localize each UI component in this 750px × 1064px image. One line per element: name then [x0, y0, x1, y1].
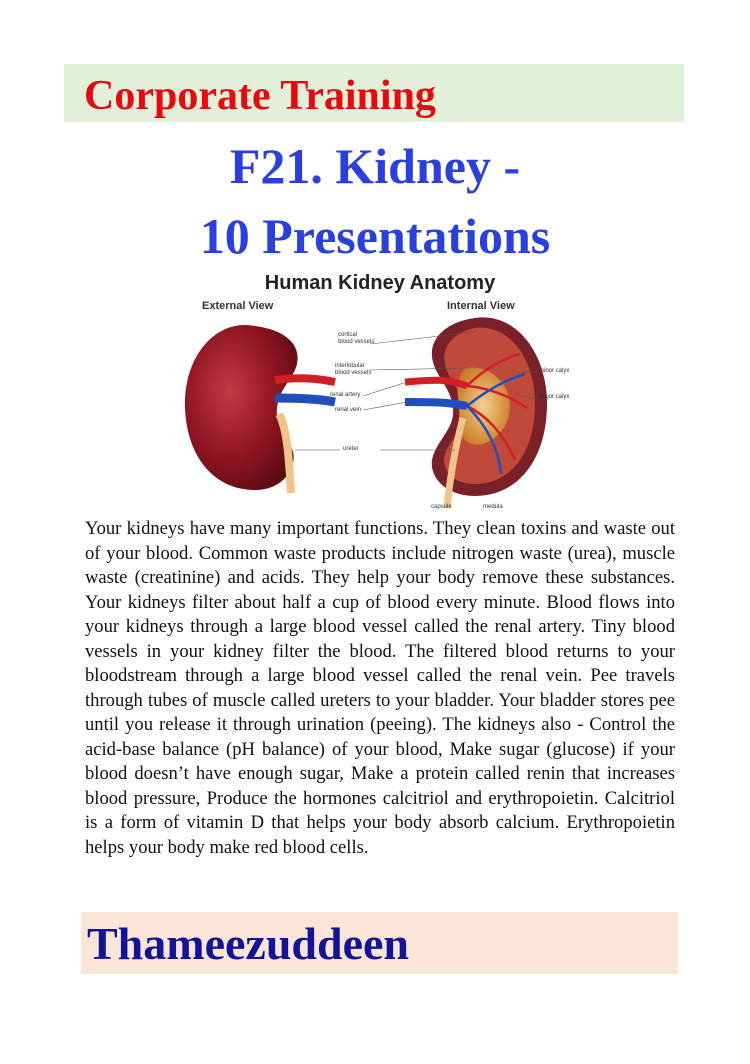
page-title-line-1: F21. Kidney - [229, 138, 521, 194]
internal-view-label: Internal View [447, 300, 515, 312]
label-medula: medula [483, 504, 503, 510]
label-capsule: capsule [431, 504, 452, 510]
external-view-label: External View [202, 300, 274, 312]
internal-kidney [405, 317, 547, 508]
banner-title: Corporate Training [84, 73, 436, 119]
label-renal-artery: renal artery [330, 392, 361, 398]
external-kidney [185, 325, 335, 493]
top-banner [64, 64, 684, 122]
label-minor-calyx: minor calyx [539, 368, 570, 374]
kidney-anatomy-figure [175, 268, 585, 516]
body-paragraph: Your kidneys have many important functions. They clean toxins and waste out of your blood. Common waste products include nitrogen waste (urea), muscle waste (creatinine) and acids. They help your body remove these substances. Your kidneys filter about half a cup of blood every minute. Blood flows into your kidneys through a large blood vessel called the renal artery. Tiny blood vessels in your kidney filter the blood. The filtered blood returns to your bloodstream through a large blood vessel called the renal vein. Pee travels through tubes of muscle called ureters to your bladder. Your bladder stores pee until you release it through urination (peeing). The kidneys also - Control the acid-base balance (pH balance) of your blood, Make sugar (glucose) if your blood doesn’t have enough sugar, Make a protein called renin that increases blood pressure, Produce the hormones calcitriol and erythropoietin. Calcitriol is a form of vitamin D that helps your body absorb calcium. Erythropoietin helps your body make red blood cells. [85, 518, 675, 858]
author-banner [81, 912, 678, 974]
label-interlobular-blood-vessels: interlobular blood vessels [335, 363, 372, 376]
figure-title: Human Kidney Anatomy [264, 272, 496, 294]
body-text [85, 517, 675, 860]
label-ureter: ureter [343, 446, 359, 452]
label-major-calyx: major calyx [539, 394, 570, 400]
label-cortical-blood-vessels: cortical blood vessels [338, 332, 375, 345]
author-name: Thameezuddeen [87, 918, 409, 969]
page-title-line-2: 10 Presentations [199, 208, 551, 264]
label-renal-vein: renal vein [335, 407, 362, 413]
